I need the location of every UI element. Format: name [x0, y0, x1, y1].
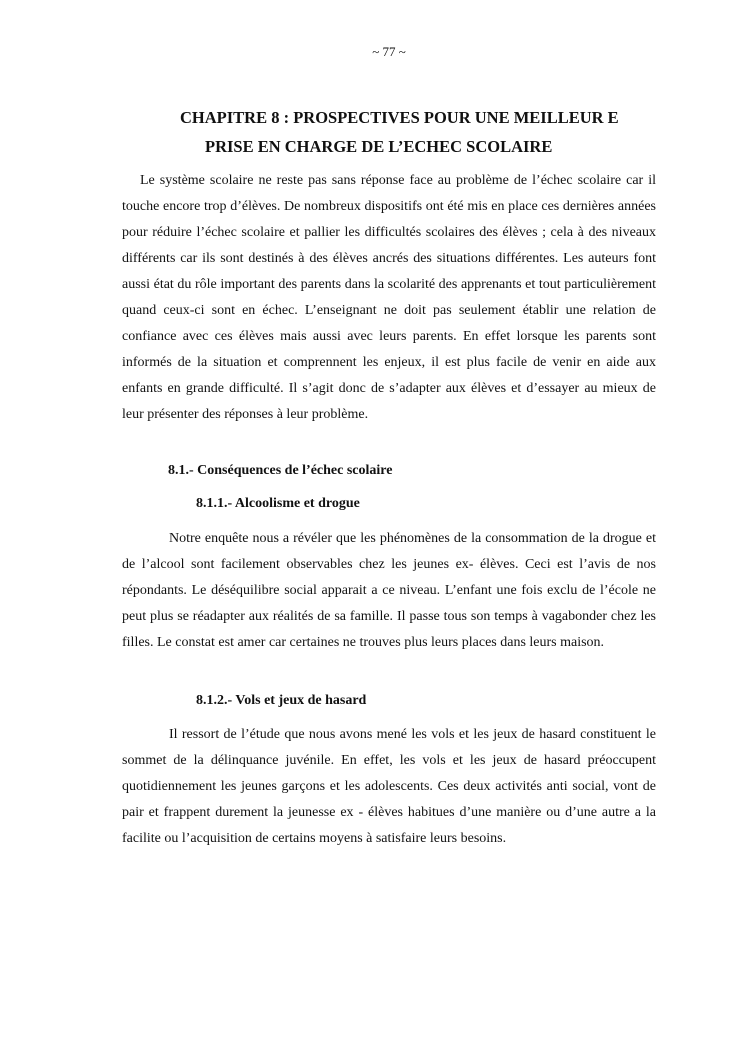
paragraph-vols-jeux-hasard: Il ressort de l’étude que nous avons mené les vols et les jeux de hasard constituent le sommet de la délinquance juvénile. En effet, les vols et les jeux de hasard préoccupent quotidiennement les jeunes garçons et les adolescents. Ces deux activités anti social, vont de pair et frappent durement la jeunesse ex - élèves habitues d’une manière ou d’une autre a la facilite ou l’acquisition de certains moyens à satisfaire leurs besoins.	[122, 727, 656, 846]
subsection-heading-8-1-2: 8.1.2.- Vols et jeux de hasard	[196, 693, 367, 708]
section-heading-8-1: 8.1.- Conséquences de l’échec scolaire	[168, 463, 393, 478]
paragraph-alcoolisme-drogue: Notre enquête nous a révéler que les phénomènes de la consommation de la drogue et de l’alcool sont facilement observables chez les jeunes ex- élèves. Ceci est l’avis de nos répondants. Le déséquilibre social apparait a ce niveau. L’enfant une fois exclu de l’école ne peut plus se réadapter aux réalités de sa famille. Il passe tous son temps à vagabonder chez les filles. Le constat est amer car certaines ne trouves plus leurs places dans leurs maison.	[122, 531, 656, 650]
chapter-title-line-1: CHAPITRE 8 : PROSPECTIVES POUR UNE MEILLEUR E	[180, 108, 619, 127]
page-number: ~ 77 ~	[372, 44, 406, 59]
intro-paragraph: Le système scolaire ne reste pas sans réponse face au problème de l’échec scolaire car il touche encore trop d’élèves. De nombreux dispositifs ont été mis en place ces dernières années pour réduire l’échec scolaire et pallier les difficultés scolaires des élèves ; cela à des niveaux différents car ils sont destinés à des élèves ancrés des situations différentes. Les auteurs font aussi état du rôle important des parents dans la scolarité des apprenants et tout particulièrement quand ceux-ci sont en échec. L’enseignant ne doit pas seulement établir une relation de confiance avec ces élèves mais aussi avec leurs parents. En effet lorsque les parents sont informés de la situation et comprennent les enjeux, il est plus facile de venir en aide aux enfants en grande difficulté. Il s’agit donc de s’adapter aux élèves et d’essayer au mieux de leur présenter des réponses à leur problème.	[122, 173, 656, 422]
chapter-title-line-2: PRISE EN CHARGE DE L’ECHEC SCOLAIRE	[205, 137, 553, 156]
subsection-heading-8-1-1: 8.1.1.- Alcoolisme et drogue	[196, 496, 360, 511]
chapter-title	[120, 103, 656, 161]
